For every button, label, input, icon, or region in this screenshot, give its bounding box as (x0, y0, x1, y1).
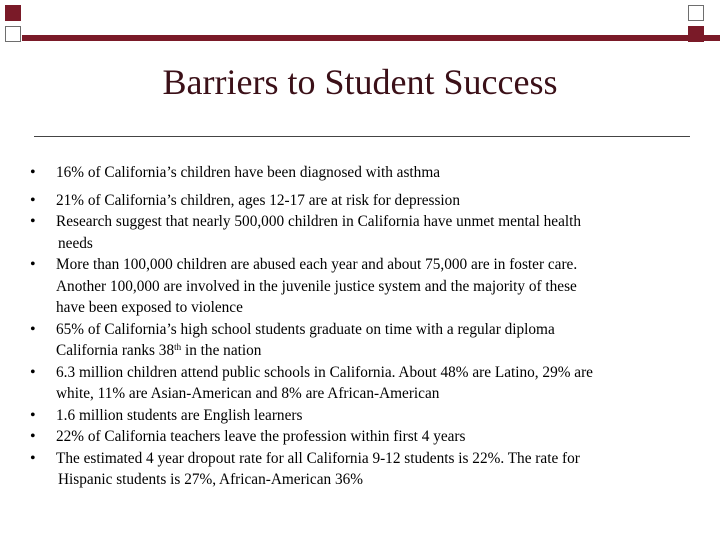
bullet-icon: • (30, 449, 36, 467)
decorative-square (5, 5, 21, 21)
bullet-item (30, 319, 700, 362)
bullet-icon: • (30, 428, 36, 445)
bullet-icon: • (30, 164, 36, 181)
ranking-text-end: in the nation (181, 342, 262, 359)
accent-band (22, 35, 720, 41)
ranking-text: California ranks 38 (56, 342, 175, 359)
bullet-text: 6.3 million children attend public schools in California. About 48% are Latino, 29% are (56, 363, 593, 381)
bullet-item (30, 426, 700, 448)
title-divider (34, 136, 690, 137)
bullet-text-continued: Another 100,000 are involved in the juvenile justice system and the majority of these (56, 277, 577, 295)
bullet-text: 1.6 million students are English learners (56, 406, 303, 424)
bullet-text: 22% of California teachers leave the profession within first 4 years (56, 428, 466, 445)
bullet-item (30, 211, 700, 254)
bullet-text: Research suggest that nearly 500,000 children in California have unmet mental health (56, 213, 582, 230)
decorative-square (688, 5, 704, 21)
bullet-icon: • (30, 406, 36, 424)
bullet-icon: • (30, 213, 36, 230)
bullet-text-continued: have been exposed to violence (56, 299, 243, 316)
bullet-text-continued: white, 11% are Asian-American and 8% are African-American (56, 385, 440, 402)
bullet-icon: • (30, 363, 36, 381)
bullet-text-continued (56, 340, 700, 362)
bullet-text: 16% of California’s children have been diagnosed with asthma (56, 164, 441, 181)
bullet-text-continued: needs (58, 234, 93, 252)
decorative-square (5, 26, 21, 42)
bullet-item (30, 254, 700, 319)
bullet-icon: • (30, 191, 36, 209)
bullet-list (30, 162, 700, 491)
slide-title: Barriers to Student Success (162, 62, 558, 102)
bullet-item (30, 362, 700, 405)
bullet-item (30, 405, 700, 427)
bullet-text: 21% of California’s children, ages 12-17 are at risk for depression (56, 191, 460, 209)
bullet-icon: • (30, 320, 36, 338)
decorative-box-row (5, 5, 26, 21)
bullet-icon: • (30, 256, 36, 273)
bullet-text-continued: Hispanic students is 27%, African-American 36% (58, 471, 364, 488)
slide-header-decoration (0, 0, 720, 46)
ordinal-suffix: th (174, 342, 182, 352)
bullet-item (30, 162, 700, 184)
bullet-text: The estimated 4 year dropout rate for all California 9-12 students is 22%. The rate for (56, 449, 580, 467)
bullet-text: More than 100,000 children are abused each year and about 75,000 are in foster care. (56, 256, 578, 273)
bullet-item (30, 448, 700, 491)
bullet-item (30, 190, 700, 212)
bullet-text: 65% of California’s high school students graduate on time with a regular diploma (56, 320, 555, 338)
